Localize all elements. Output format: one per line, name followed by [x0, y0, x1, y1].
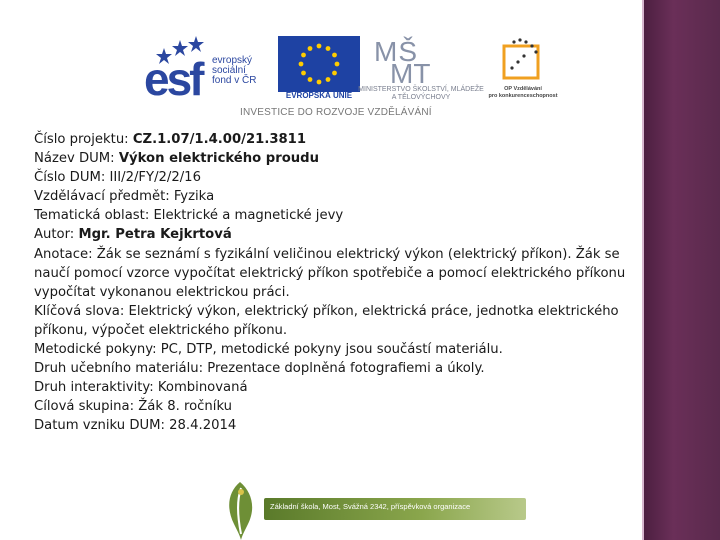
msmt-logo [358, 36, 484, 101]
project-number-label: Číslo projektu: [34, 132, 133, 147]
esf-line-1: evropský [212, 55, 253, 66]
logo-strip [140, 28, 570, 120]
author-value: Mgr. Petra Kejkrtová [78, 227, 232, 243]
theme: Tematická oblast: Elektrické a magnetické jevy [34, 208, 344, 224]
op-label [478, 86, 568, 100]
school-footer [220, 478, 640, 540]
eu-flag-logo [278, 36, 360, 92]
op-logo [478, 36, 568, 106]
author [34, 225, 634, 244]
esf-subtitle [212, 56, 272, 86]
esf-line-3: fond v ČR [212, 75, 257, 86]
annotation: Anotace: Žák se seznámí s fyzikální veličinou elektrický výkon (elektrický příkon). Žák se naučí pomocí vzorce vypočítat elektrický příkon spotřebiče a pomocí elektrického příkonu vypočítat vykonanou elektrickou práci. [34, 246, 626, 300]
material-type: Druh učebního materiálu: Prezentace doplněná fotografiemi a úkoly. [34, 361, 485, 377]
keywords: Klíčová slova: Elektrický výkon, elektrický příkon, elektrická práce, jednotka elektrického příkonu, výpočet elektrického příkonu. [34, 303, 619, 338]
msmt-label: MINISTERSTVO ŠKOLSTVÍ, MLÁDEŽE A TĚLOVÝCHOVY [358, 86, 484, 101]
subject: Vzdělávací předmět: Fyzika [34, 189, 215, 205]
op-label-line-2: pro konkurenceschopnost [488, 93, 558, 99]
op-label-line-1: OP Vzdělávání [504, 86, 542, 92]
eu-stars-icon [278, 36, 360, 92]
dum-name-value: Výkon elektrického proudu [118, 151, 320, 167]
dum-name [34, 149, 634, 168]
project-number-value: CZ.1.07/1.4.00/21.3811 [132, 132, 307, 147]
msmt-mark-top: MŠ [374, 36, 418, 67]
author-label: Autor: [34, 227, 79, 243]
school-leaf-icon [220, 478, 262, 540]
school-name: Základní škola, Most, Svážná 2342, příspěvková organizace [270, 502, 471, 511]
dum-number: Číslo DUM: III/2/FY/2/2/16 [34, 170, 201, 186]
investice-tagline: INVESTICE DO ROZVOJE VZDĚLÁVÁNÍ [240, 107, 432, 118]
project-info [34, 130, 634, 436]
esf-logo [140, 34, 268, 105]
interactivity: Druh interaktivity: Kombinovaná [34, 380, 248, 396]
created-date: Datum vzniku DUM: 28.4.2014 [34, 418, 237, 434]
eu-label: EVROPSKÁ UNIE [285, 91, 353, 100]
msmt-mark-bottom: MT [390, 58, 431, 89]
esf-mark: esf [144, 53, 202, 105]
decorative-side-band [642, 0, 720, 540]
op-frame-icon [478, 36, 568, 86]
esf-line-2: sociální [212, 65, 246, 76]
project-number [34, 130, 634, 149]
target-group: Cílová skupina: Žák 8. ročníku [34, 399, 233, 415]
dum-name-label: Název DUM: [34, 151, 119, 167]
method-notes: Metodické pokyny: PC, DTP, metodické pokyny jsou součástí materiálu. [34, 342, 503, 358]
